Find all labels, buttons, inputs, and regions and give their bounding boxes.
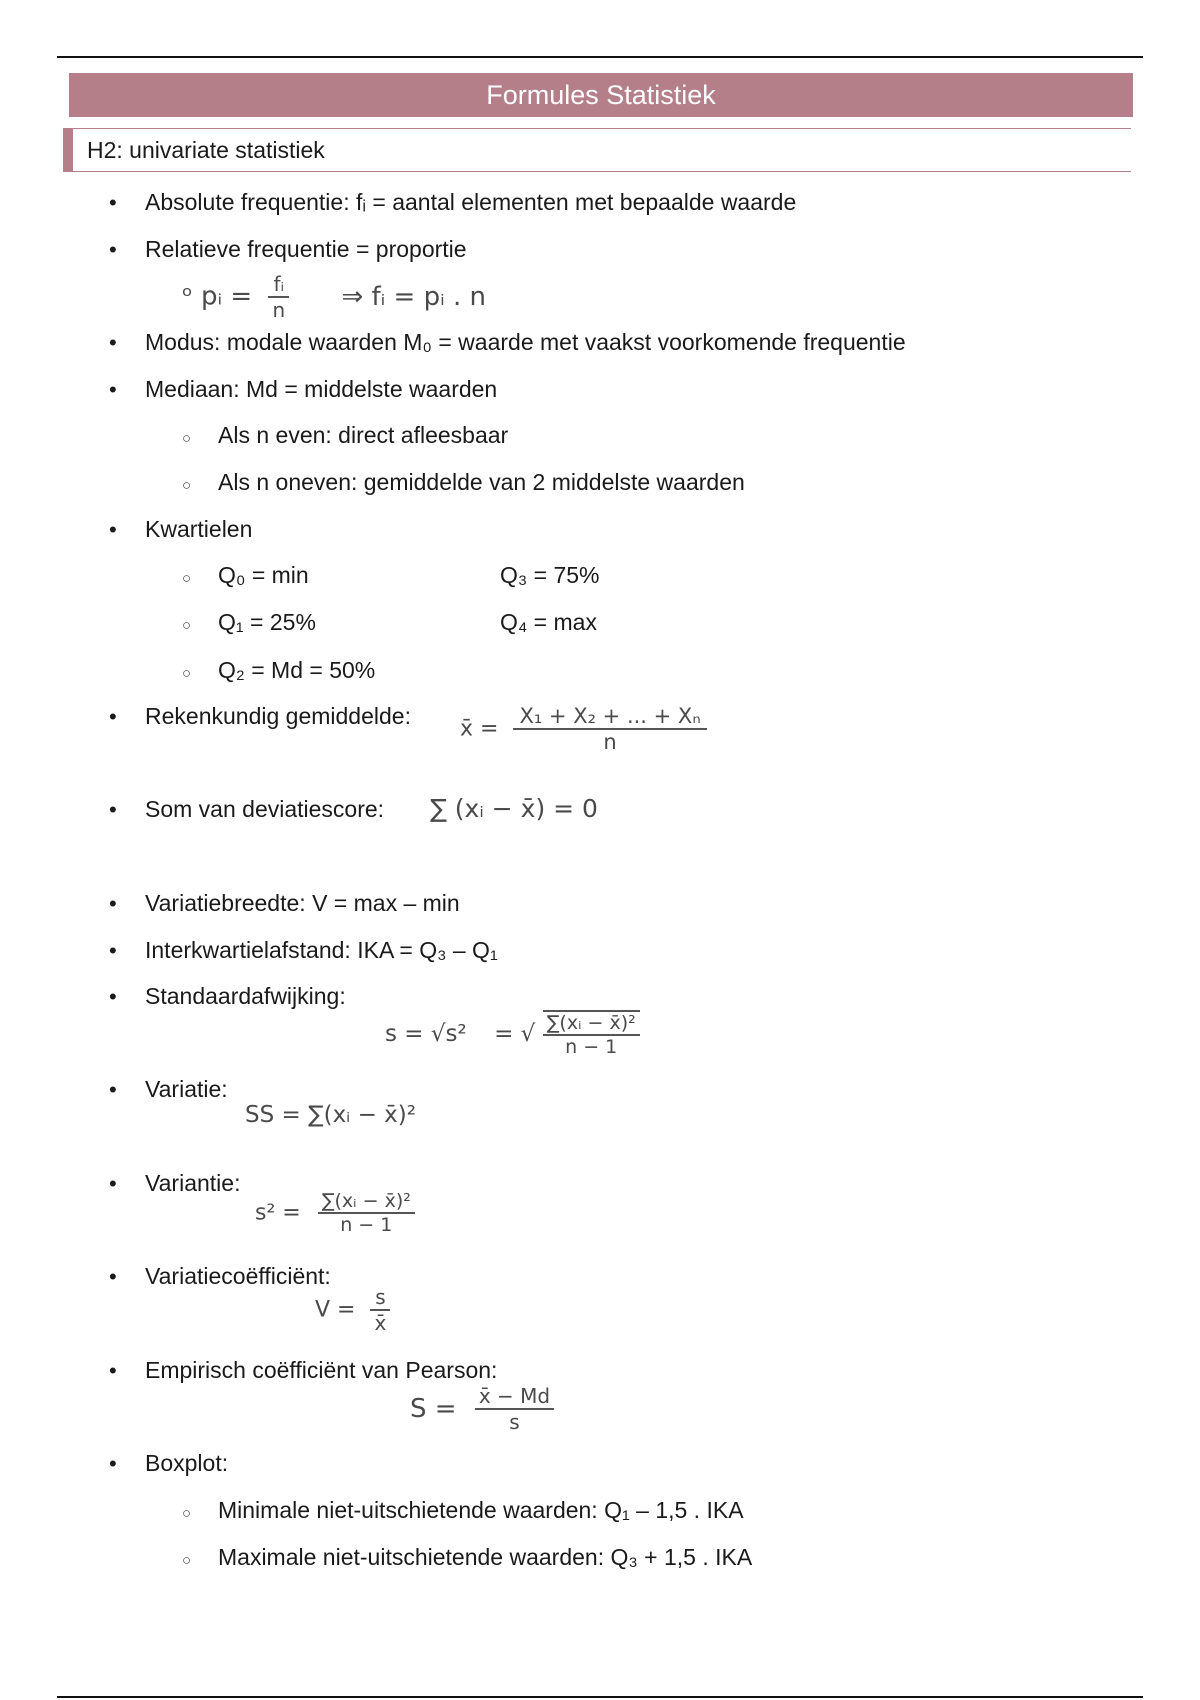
bullet: • [109,797,117,822]
item-variatiebreedte: Variatiebreedte: V = max – min [145,890,460,916]
vc-den: x̄ [374,1311,387,1335]
item-variatie: Variatie: [145,1076,228,1102]
bullet: • [109,984,117,1009]
item-pearson: Empirisch coëfficiënt van Pearson: [145,1357,498,1383]
var-lhs: s² = [255,1200,301,1226]
mean-fraction [513,704,706,754]
bottom-rule [57,1696,1143,1698]
sub-bullet: ○ [182,570,192,587]
bullet: • [109,190,117,215]
pearson-num: x̄ − Md [475,1384,554,1410]
sub-bullet: ○ [182,430,192,447]
var-fraction [318,1190,415,1236]
item-box-min: Minimale niet-uitschietende waarden: Q₁ – 1,5 . IKA [218,1497,744,1523]
formula-pearson [410,1384,554,1434]
pearson-fraction [475,1384,554,1434]
bullet: • [109,1451,117,1476]
bullet: • [109,517,117,542]
bullet: • [109,1077,117,1102]
item-box-max: Maximale niet-uitschietende waarden: Q₃ + 1,5 . IKA [218,1544,753,1570]
formula-std [385,1010,640,1058]
item-som-dev: Som van deviatiescore: [145,796,385,822]
item-modus: Modus: modale waarden M₀ = waarde met vaakst voorkomende frequentie [145,329,906,355]
item-rekenkundig: Rekenkundig gemiddelde: [145,703,411,729]
std-eq: = √ [494,1021,536,1047]
pearson-den: s [509,1410,520,1434]
rel-freq-lhs: ᵒ pᵢ = [182,281,253,312]
item-variatiecoef: Variatiecoëfficiënt: [145,1263,331,1289]
bullet: • [109,377,117,402]
formula-vc [315,1285,390,1335]
item-q1: Q₁ = 25% [218,609,316,635]
page-title: Formules Statistiek [69,73,1133,117]
item-variantie: Variantie: [145,1170,241,1196]
rel-freq-fraction [268,272,289,322]
mean-den: n [603,730,617,754]
item-q3: Q₃ = 75% [500,562,600,588]
sub-bullet: ○ [182,617,192,634]
std-fraction [543,1010,640,1058]
bullet: • [109,330,117,355]
sub-bullet: ○ [182,665,192,682]
item-q4: Q₄ = max [500,609,597,635]
rel-freq-num: fᵢ [268,272,289,298]
formula-variatie: SS = ∑(xᵢ − x̄)² [245,1102,416,1128]
var-den: n − 1 [340,1214,393,1236]
vc-num: s [370,1285,390,1311]
rel-freq-den: n [272,298,286,322]
pearson-lhs: S = [410,1394,457,1424]
sub-bullet: ○ [182,1505,192,1522]
formula-rel-freq [182,272,486,322]
item-mediaan: Mediaan: Md = middelste waarden [145,376,498,402]
top-rule [57,56,1143,58]
formula-variantie [255,1190,415,1236]
sub-bullet: ○ [182,477,192,494]
formula-mean [460,704,707,754]
bullet: • [109,891,117,916]
bullet: • [109,938,117,963]
std-lhs: s = √s² [385,1021,467,1047]
formula-som-dev: ∑ (xᵢ − x̄) = 0 [430,794,598,823]
section-accent [63,129,73,171]
section-header [63,128,1131,172]
mean-lhs: x̄ = [460,716,499,742]
item-mediaan-even: Als n even: direct afleesbaar [218,422,509,448]
mean-num: X₁ + X₂ + ... + Xₙ [513,704,706,730]
bullet: • [109,1264,117,1289]
item-abs-freq: Absolute frequentie: fᵢ = aantal elementen met bepaalde waarde [145,189,797,215]
sub-bullet: ○ [182,1552,192,1569]
item-ika: Interkwartielafstand: IKA = Q₃ – Q₁ [145,937,498,963]
item-rel-freq: Relatieve frequentie = proportie [145,236,467,262]
item-standaard: Standaardafwijking: [145,983,346,1009]
vc-lhs: V = [315,1297,356,1323]
item-mediaan-oneven: Als n oneven: gemiddelde van 2 middelste waarden [218,469,745,495]
item-kwartielen: Kwartielen [145,516,253,542]
vc-fraction [370,1285,390,1335]
bullet: • [109,1358,117,1383]
bullet: • [109,704,117,729]
item-boxplot: Boxplot: [145,1450,229,1476]
section-title: H2: univariate statistiek [87,137,325,163]
rel-freq-rhs: ⇒ fᵢ = pᵢ . n [341,281,487,312]
item-q2: Q₂ = Md = 50% [218,657,376,683]
bullet: • [109,1171,117,1196]
var-num: ∑(xᵢ − x̄)² [318,1190,415,1214]
bullet: • [109,237,117,262]
std-num: ∑(xᵢ − x̄)² [543,1012,640,1036]
item-q0: Q₀ = min [218,562,309,588]
std-den: n − 1 [565,1036,618,1058]
